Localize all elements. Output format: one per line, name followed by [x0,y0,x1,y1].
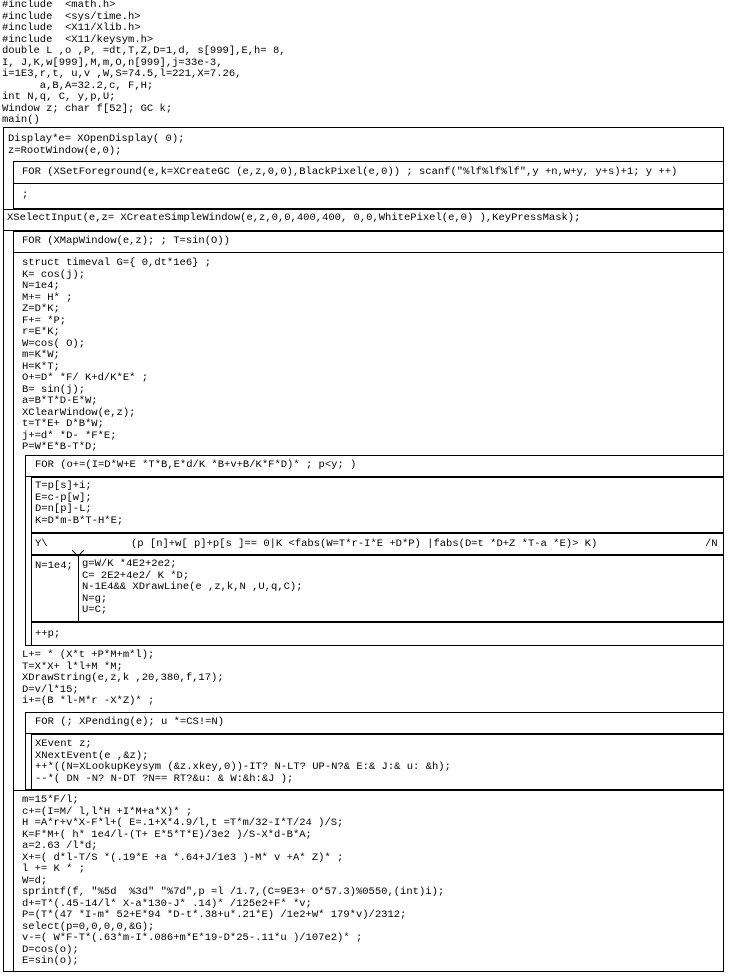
code-line: P=(T*(47 *I-m* 52+E*94 *D-t*.38+u*.21*E) /1e2+W* 179*v)/2312; [22,909,407,921]
code-line: ++*((N=XLookupKeysym (&z.xkey,0))-IT? N-LT? UP-N?& E:& J:& u: &h); [35,761,451,773]
code-line: #include <sys/time.h> [2,10,141,23]
code-line: XClearWindow(e,z); [22,406,136,419]
code-line: E=c-p[w]; [35,491,92,504]
code-line: v-=( W*F-T*(.63*m-I*.086+m*E*19-D*25-.11*u )/107e2)* ; [22,932,363,944]
code-line: H=K*T; [22,360,60,373]
code-line: sprintf(f, "%5d %3d" "%7d",p =l /1.7,(C=9E3+ O*57.3)%0550,(int)i); [22,886,445,898]
code-line: H =A*r+v*X-F*l+( E=.1+X*4.9/l,t =T*m/32-I*T/24 )/S; [22,817,344,829]
y-cond-right: /N [705,538,718,550]
code-line: XEvent z; [35,738,92,750]
code-line: L+= * (X*t +P*M+m*l); [22,649,155,661]
code-line: W=cos( O); [22,337,86,350]
code-line: I, J,K,w[999],M,m,O,n[999],j=33e-3, [2,56,223,69]
code-line: F+= *P; [22,314,67,327]
empty-statement: ; [22,189,29,201]
code-line: #include <X11/Xlib.h> [2,22,141,34]
code-line: a,B,A=32.2,c, F,H; [2,79,154,92]
code-line: XDrawString(e,z,k ,20,380,f,17); [22,672,224,684]
code-line: c+=(I=M/ l,l*H +I*M+a*X)* ; [22,805,193,818]
code-line: N=1e4; [22,280,60,292]
code-line: P=W*E*B-T*D; [22,441,98,453]
code-line: z=RootWindow(e,0); [8,144,122,157]
y-cond-mid: (p [n]+w[ p]+p[s ]== 0|K <fabs(W=T*r-I*E +D*P) |fabs(D=t *D+Z *T-a *E)> K) [131,538,598,550]
pp-line: ++p; [35,628,61,640]
code-line: N-1E4&& XDrawLine(e ,z,k,N ,U,q,C); [82,581,303,593]
pp-box [31,622,724,646]
code-line: double L ,o ,P, =dt,T,Z,D=1,d, s[999],E,h= 8, [2,45,286,57]
code-line: m=K*W; [22,349,60,361]
code-line: j+=d* *D- *F*E; [22,429,117,442]
code-line: T=X*X+ l*l+M *M; [22,660,123,673]
tp-box [31,477,724,533]
code-line: a=2.63 /l*d; [22,840,98,852]
code-line: g=W/K *4E2+2e2; [82,558,177,570]
code-line: Display*e= XOpenDisplay( 0); [8,133,185,145]
code-line: --*( DN -N? N-DT ?N== RT?&u: & W:&h:&J ); [35,772,294,785]
code-line: t=T*E+ D*B*W; [22,418,104,430]
code-line: X+=( d*l-T/S *(.19*E +a *.64+J/1e3 )-M* v +A* Z)* ; [22,851,344,864]
code-line: K=F*M+( h* 1e4/l-(T+ E*5*T*E)/3e2 )/S-X*d-B*A; [22,828,312,841]
code-line: i+=(B *l-M*r -X*Z)* ; [22,695,155,707]
code-line: Window z; char f[52]; GC k; [2,102,173,115]
code-line: a=B*T*D-E*W; [22,395,98,407]
code-line: m=15*F/l; [22,794,79,806]
code-line: l += K * ; [22,863,86,875]
code-line: E=sin(o); [22,955,79,967]
code-line: XNextEvent(e ,&z); [35,749,149,762]
code-line: r=E*K; [22,326,60,338]
select-input-line: XSelectInput(e,z= XCreateSimpleWindow(e,z,0,0,400,400, 0,0,WhitePixel(e,0) ),KeyPressMask); [7,212,581,224]
code-line: T=p[s]+i; [35,480,92,492]
code-line: O+=D* *F/ K+d/K*E* ; [22,372,149,384]
code-line: select(p=0,0,0,0,&G); [22,920,155,933]
code-line: B= sin(j); [22,383,86,396]
code-line: struct timeval G={ 0,dt*1e6} ; [22,257,212,269]
code-line: D=n[p]-L; [35,503,92,515]
code-line: U=C; [82,604,108,616]
code-line: main() [2,114,40,126]
code-line: d+=T*(.45-14/l* X-a*130-J* .14)* /125e2+F* *v; [22,897,312,910]
code-line: C= 2E2+4e2/ K *D; [82,569,190,582]
y-cond-left: Y\ [35,538,48,550]
code-line: K= cos(j); [22,268,86,281]
code-line: #include <X11/keysym.h> [2,33,154,46]
y-cond-arrow [72,550,84,558]
for-pending-line: FOR (; XPending(e); u *=CS!=N) [35,716,225,728]
for-map-line: FOR (XMapWindow(e,z); ; T=sin(O)) [22,235,230,247]
code-line: W=d; [22,874,48,887]
code-line: D=v/l*15; [22,683,79,696]
n-branch-line: N=1e4; [35,560,73,572]
code-line: M+= H* ; [22,291,73,304]
code-line: D=cos(o); [22,943,79,956]
code-line: N=g; [82,592,108,605]
code-line: i=1E3,r,t, u,v ,W,S=74.5,l=221,X=7.26, [2,68,242,80]
code-line: Z=D*K; [22,303,60,315]
for-scanf-line: FOR (XSetForeground(e,k=XCreateGC (e,z,0,0),BlackPixel(e,0)) ; scanf("%lf%lf%lf",y +n,w+y, y+s)+1; y ++) [22,166,678,178]
for-o-line: FOR (o+=(I=D*W+E *T*B,E*d/K *B+v+B/K*F*D)* ; p<y; ) [35,459,357,471]
code-line: #include <math.h> [2,0,116,11]
code-line: K=D*m-B*T-H*E; [35,514,124,527]
code-line: int N,q, C, y,p,U; [2,91,116,103]
